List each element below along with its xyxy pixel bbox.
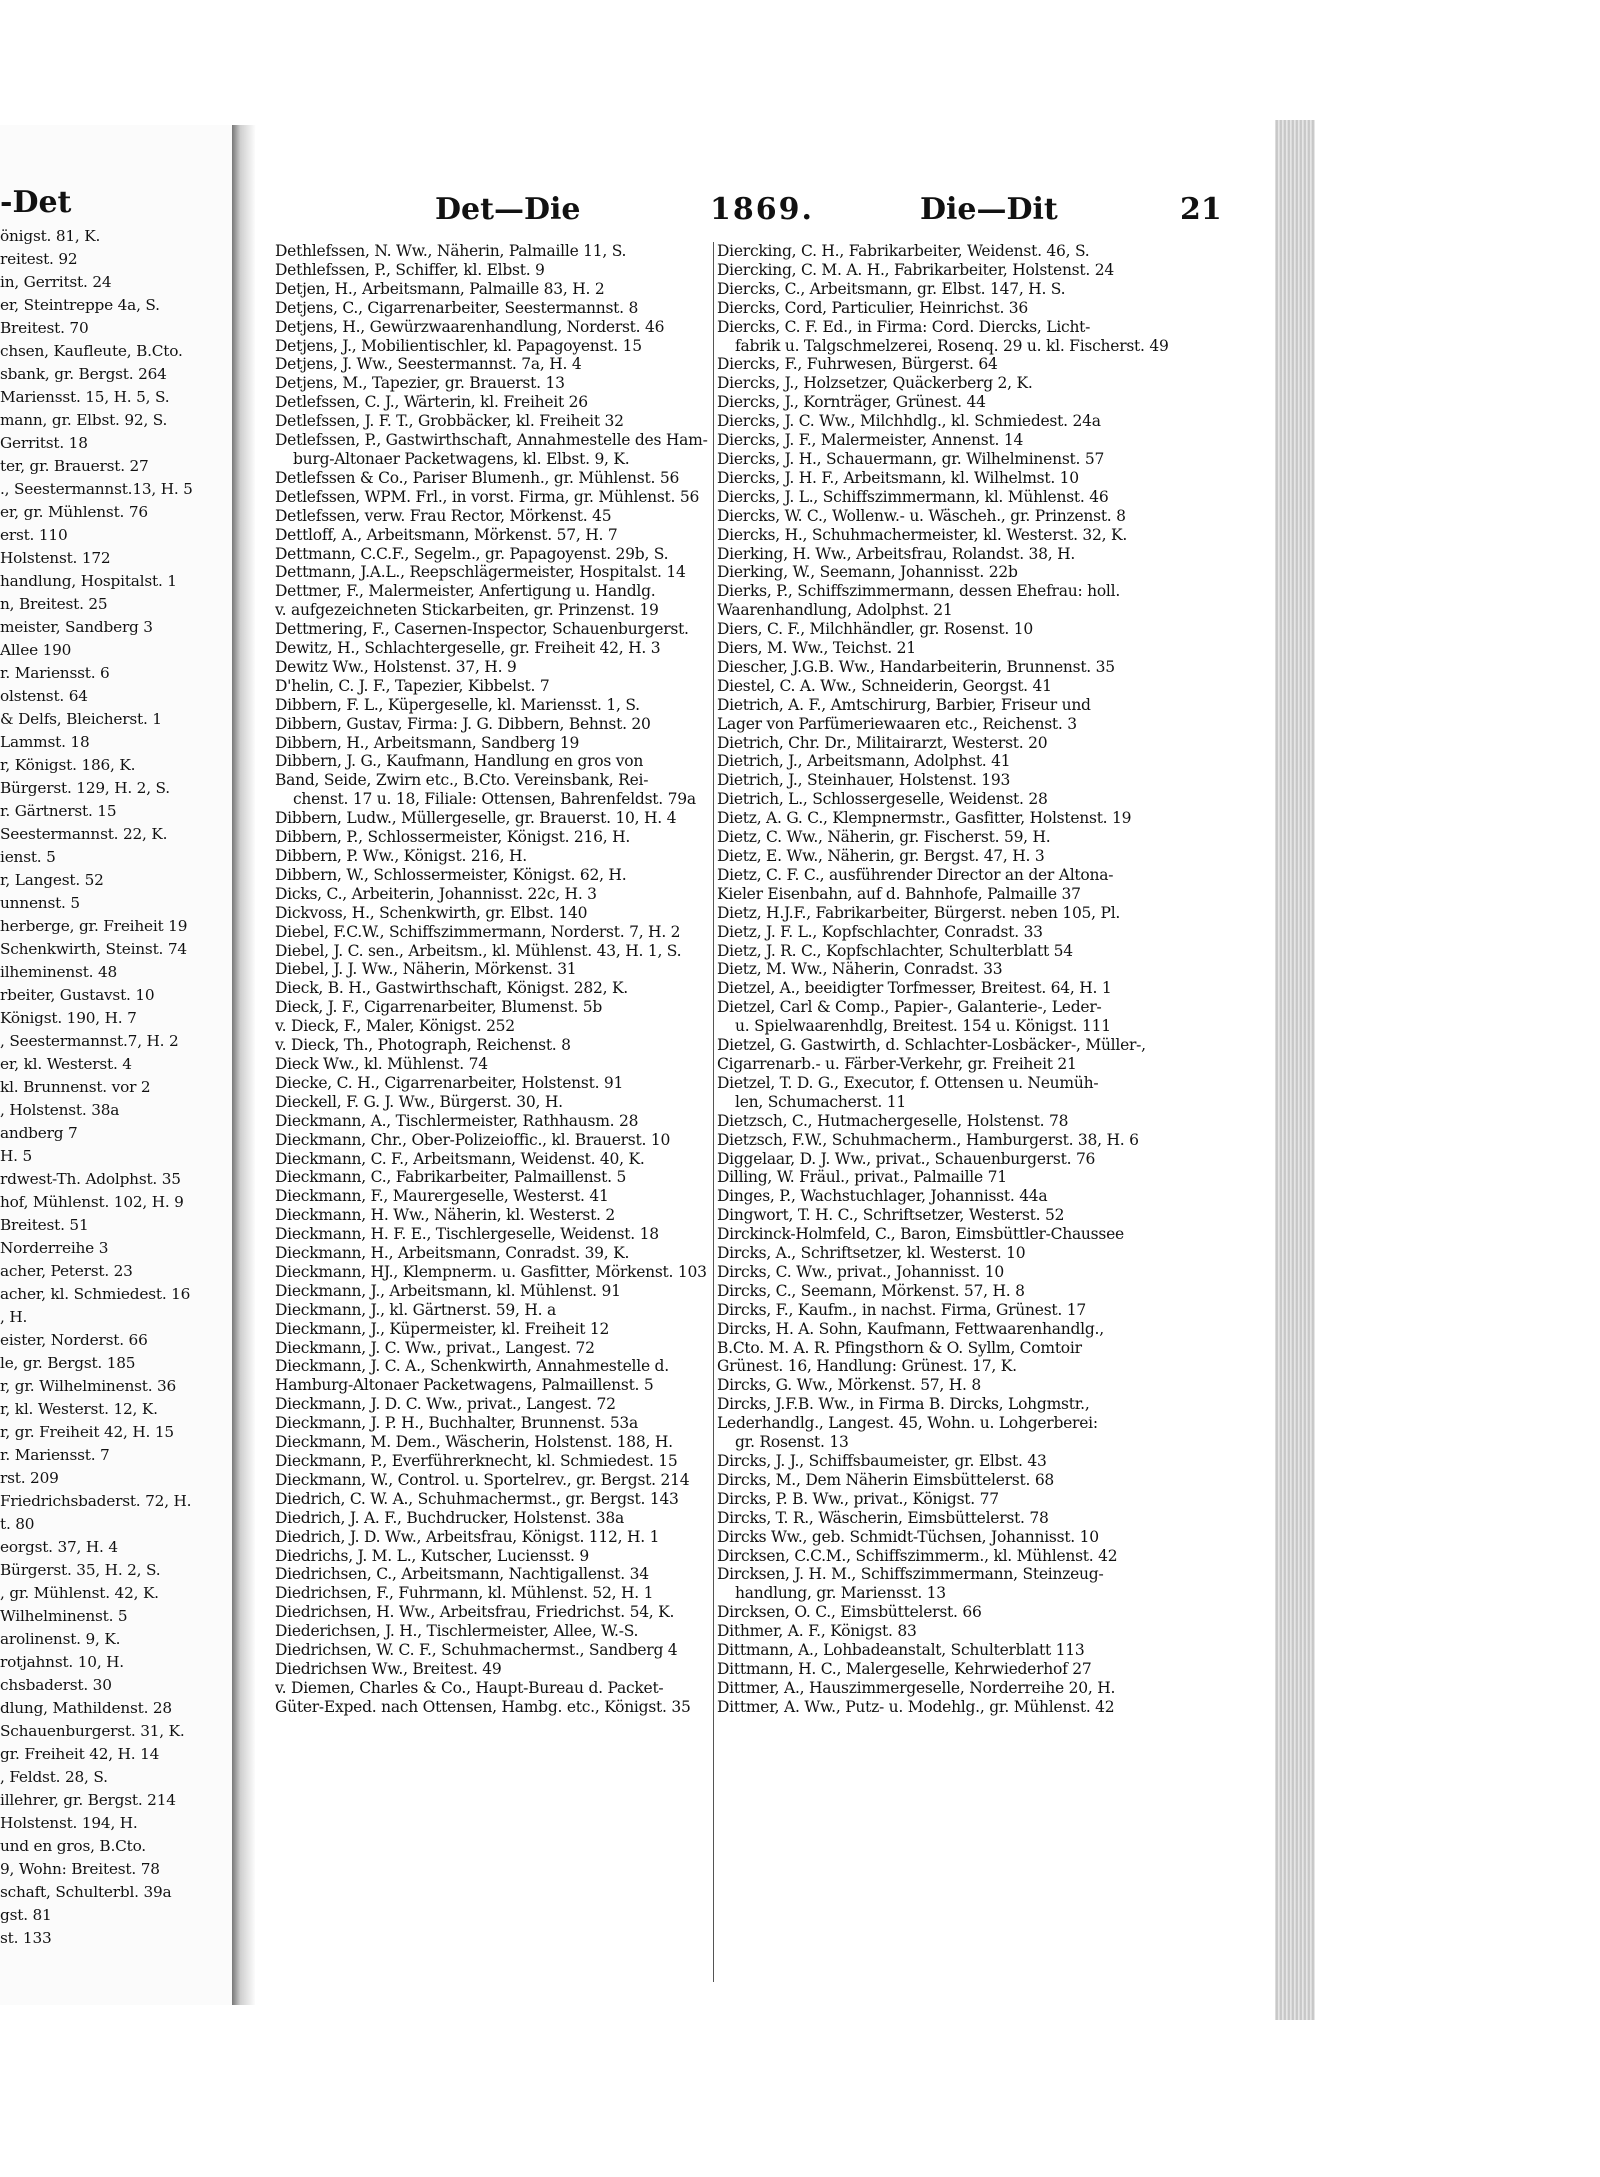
directory-entry: Dircks, H. A. Sohn, Kaufmann, Fettwaarenhandlg.,: [717, 1319, 1104, 1338]
directory-entry: Dieck Ww., kl. Mühlenst. 74: [275, 1054, 488, 1073]
directory-entry: handlung, gr. Mariensst. 13: [735, 1584, 946, 1603]
directory-entry: Dietz, M. Ww., Näherin, Conradst. 33: [717, 960, 1003, 979]
directory-entry: Dieckmann, C., Fabrikarbeiter, Palmaillenst. 5: [275, 1168, 627, 1187]
directory-entry: chenst. 17 u. 18, Filiale: Ottensen, Bahrenfeldst. 79a: [293, 790, 696, 809]
left-page-line: erst. 110: [0, 526, 68, 544]
directory-entry: Diedrichs, J. M. L., Kutscher, Luciensst. 9: [275, 1546, 589, 1565]
left-page-line: Lammst. 18: [0, 733, 90, 751]
directory-entry: Dittmer, A. Ww., Putz- u. Modehlg., gr. Mühlenst. 42: [717, 1697, 1115, 1716]
directory-entry: Diederichsen, J. H., Tischlermeister, Allee, W.-S.: [275, 1622, 639, 1641]
directory-entry: Diercks, J. F., Malermeister, Annenst. 14: [717, 431, 1024, 450]
directory-entry: Dithmer, A. F., Königst. 83: [717, 1622, 917, 1641]
directory-entry: Dieckmann, H. Ww., Näherin, kl. Westerst. 2: [275, 1206, 616, 1225]
directory-entry: Dieckmann, M. Dem., Wäscherin, Holstenst. 188, H.: [275, 1433, 673, 1452]
directory-entry: Diercks, H., Schuhmachermeister, kl. Westerst. 32, K.: [717, 525, 1128, 544]
directory-entry: Dieck, B. H., Gastwirthschaft, Königst. 282, K.: [275, 979, 628, 998]
directory-entry: Dietz, H.J.F., Fabrikarbeiter, Bürgerst. neben 105, Pl.: [717, 903, 1121, 922]
directory-entry: Diebel, F.C.W., Schiffszimmermann, Norderst. 7, H. 2: [275, 922, 681, 941]
directory-entry: burg-Altonaer Packetwagens, kl. Elbst. 9, K.: [293, 449, 630, 468]
directory-entry: Diedrichsen, F., Fuhrmann, kl. Mühlenst. 52, H. 1: [275, 1584, 654, 1603]
left-page-line: rotjahnst. 10, H.: [0, 1653, 124, 1671]
directory-entry: Dieckmann, J., Küpermeister, kl. Freiheit 12: [275, 1319, 610, 1338]
left-page-line: Allee 190: [0, 641, 72, 659]
directory-entry: Dietrich, Chr. Dr., Militairarzt, Westerst. 20: [717, 733, 1048, 752]
directory-entry: Diercking, C. H., Fabrikarbeiter, Weidenst. 46, S.: [717, 242, 1090, 260]
directory-entry: Detjens, M., Tapezier, gr. Brauerst. 13: [275, 374, 565, 393]
directory-entry: Dieckmann, Chr., Ober-Polizeioffic., kl. Brauerst. 10: [275, 1130, 671, 1149]
left-page-line: Schauenburgerst. 31, K.: [0, 1722, 185, 1740]
directory-entry: Detlefssen, J. F. T., Grobbäcker, kl. Freiheit 32: [275, 412, 624, 431]
left-page-line: le, gr. Bergst. 185: [0, 1354, 136, 1372]
directory-entry: v. Dieck, F., Maler, Königst. 252: [275, 1017, 515, 1036]
directory-entry: Dibbern, Ludw., Müllergeselle, gr. Brauerst. 10, H. 4: [275, 809, 677, 828]
directory-entry: Dietzel, Carl & Comp., Papier-, Galanterie-, Leder-: [717, 998, 1102, 1017]
directory-entry: Dibbern, F. L., Küpergeselle, kl. Mariensst. 1, S.: [275, 695, 640, 714]
directory-entry: Diggelaar, D. J. Ww., privat., Schauenburgerst. 76: [717, 1149, 1096, 1168]
directory-entry: Dircks, A., Schriftsetzer, kl. Westerst. 10: [717, 1244, 1026, 1263]
left-page-line: chsen, Kaufleute, B.Cto.: [0, 342, 183, 360]
directory-entry: Diercks, J., Kornträger, Grünest. 44: [717, 393, 986, 412]
directory-entry: Diercks, C., Arbeitsmann, gr. Elbst. 147, H. S.: [717, 279, 1066, 298]
directory-entry: Dietrich, L., Schlossergeselle, Weidenst. 28: [717, 790, 1048, 809]
directory-entry: Detjens, J., Mobilientischler, kl. Papagoyenst. 15: [275, 336, 642, 355]
directory-entry: Diedrichsen, H. Ww., Arbeitsfrau, Friedrichst. 54, K.: [275, 1603, 675, 1622]
directory-entry: Dirckinck-Holmfeld, C., Baron, Eimsbüttler-Chaussee: [717, 1225, 1124, 1244]
directory-entry: Dewitz, H., Schlachtergeselle, gr. Freiheit 42, H. 3: [275, 639, 661, 658]
directory-entry: Dietzel, T. D. G., Executor, f. Ottensen u. Neumüh-: [717, 1073, 1099, 1092]
directory-entry: Dietzel, G. Gastwirth, d. Schlachter-Losbäcker-, Müller-,: [717, 1036, 1146, 1055]
left-page-line: er, Steintreppe 4a, S.: [0, 296, 160, 314]
left-page-fragment: [0, 125, 232, 2005]
directory-entry: Dilling, W. Fräul., privat., Palmaille 71: [717, 1168, 1007, 1187]
directory-entry: Dettmann, J.A.L., Reepschlägermeister, Hospitalst. 14: [275, 563, 686, 582]
directory-entry: Dietrich, J., Arbeitsmann, Adolphst. 41: [717, 752, 1011, 771]
left-page-line: Wilhelminenst. 5: [0, 1607, 128, 1625]
directory-entry: len, Schumacherst. 11: [735, 1092, 906, 1111]
left-page-line: dlung, Mathildenst. 28: [0, 1699, 172, 1717]
directory-entry: Diedrichsen Ww., Breitest. 49: [275, 1659, 502, 1678]
directory-entry: Dicks, C., Arbeiterin, Johannisst. 22c, H. 3: [275, 884, 597, 903]
directory-entry: Dircks, G. Ww., Mörkenst. 57, H. 8: [717, 1376, 982, 1395]
left-page-line: , Seestermannst.7, H. 2: [0, 1032, 179, 1050]
left-page-line: r, gr. Wilhelminenst. 36: [0, 1377, 177, 1395]
page-stack-edge: [1275, 120, 1315, 2020]
left-page-line: Schenkwirth, Steinst. 74: [0, 940, 187, 958]
directory-entry: Kieler Eisenbahn, auf d. Bahnhofe, Palmaille 37: [717, 884, 1081, 903]
directory-entry: Diebel, J. C. sen., Arbeitsm., kl. Mühlenst. 43, H. 1, S.: [275, 941, 682, 960]
left-page-line: , H.: [0, 1308, 28, 1326]
directory-column-left: [275, 242, 740, 1992]
left-page-line: kl. Brunnenst. vor 2: [0, 1078, 151, 1096]
left-page-line: andberg 7: [0, 1124, 78, 1142]
directory-entry: Dieckmann, J. C. A., Schenkwirth, Annahmestelle d.: [275, 1357, 669, 1376]
directory-entry: Detlefssen, WPM. Frl., in vorst. Firma, gr. Mühlenst. 56: [275, 487, 700, 506]
header-year: 1869.: [710, 192, 814, 227]
left-page-line: ilheminenst. 48: [0, 963, 118, 981]
directory-entry: Diedrich, J. D. Ww., Arbeitsfrau, Königst. 112, H. 1: [275, 1527, 660, 1546]
directory-entry: v. Diemen, Charles & Co., Haupt-Bureau d. Packet-: [275, 1678, 664, 1697]
directory-entry: Dibbern, P. Ww., Königst. 216, H.: [275, 847, 527, 865]
left-page-line: H. 5: [0, 1147, 32, 1165]
directory-entry: Dingwort, T. H. C., Schriftsetzer, Westerst. 52: [717, 1206, 1065, 1225]
directory-entry: Detlefssen, P., Gastwirthschaft, Annahmestelle des Ham-: [275, 431, 708, 450]
directory-entry: Dettmering, F., Casernen-Inspector, Schauenburgerst.: [275, 620, 689, 639]
directory-entry: Diecke, C. H., Cigarrenarbeiter, Holstenst. 91: [275, 1073, 624, 1092]
directory-entry: Dietz, C. F. C., ausführender Director an der Altona-: [717, 865, 1114, 884]
left-page-line: st. 133: [0, 1929, 52, 1947]
left-page-line: in, Gerritst. 24: [0, 273, 112, 291]
left-page-line: önigst. 81, K.: [0, 227, 101, 245]
left-page-line: Mariensst. 15, H. 5, S.: [0, 388, 170, 406]
directory-entry: Dieckmann, A., Tischlermeister, Rathhausm. 28: [275, 1111, 639, 1130]
directory-entry: Dircks, J. J., Schiffsbaumeister, gr. Elbst. 43: [717, 1452, 1047, 1470]
directory-entry: Dittmann, A., Lohbadeanstalt, Schulterblatt 113: [717, 1641, 1085, 1660]
left-page-line: herberge, gr. Freiheit 19: [0, 917, 188, 935]
left-page-line: r, Langest. 52: [0, 871, 104, 889]
directory-entry: Hamburg-Altonaer Packetwagens, Palmaillenst. 5: [275, 1376, 654, 1395]
directory-entry: Dethlefssen, P., Schiffer, kl. Elbst. 9: [275, 260, 545, 279]
left-page-line: er, gr. Mühlenst. 76: [0, 503, 148, 521]
directory-entry: Dibbern, P., Schlossermeister, Königst. 216, H.: [275, 828, 631, 847]
directory-entry: Diebel, J. J. Ww., Näherin, Mörkenst. 31: [275, 960, 577, 979]
book-gutter: [232, 125, 256, 2005]
directory-entry: Dieckmann, J. D. C. Ww., privat., Langest. 72: [275, 1395, 616, 1414]
directory-entry: Dieckmann, HJ., Klempnerm. u. Gasfitter, Mörkenst. 103: [275, 1262, 707, 1281]
left-page-line: n, Breitest. 25: [0, 595, 108, 613]
left-page-line: r, gr. Freiheit 42, H. 15: [0, 1423, 174, 1441]
directory-entry: Dietzel, A., beeidigter Torfmesser, Breitest. 64, H. 1: [717, 979, 1112, 998]
directory-entry: Lager von Parfümeriewaaren etc., Reichenst. 3: [717, 714, 1077, 733]
directory-entry: B.Cto. M. A. R. Pfingsthorn & O. Syllm, Comtoir: [717, 1338, 1082, 1357]
directory-entry: Detjens, H., Gewürzwaarenhandlung, Norderst. 46: [275, 317, 665, 336]
directory-entry: Diercks, W. C., Wollenw.- u. Wäscheh., gr. Prinzenst. 8: [717, 506, 1126, 525]
directory-entry: Diercks, C. F. Ed., in Firma: Cord. Diercks, Licht-: [717, 317, 1091, 336]
directory-entry: Detlefssen, verw. Frau Rector, Mörkenst. 45: [275, 506, 612, 525]
directory-entry: Dietz, J. F. L., Kopfschlachter, Conradst. 33: [717, 922, 1043, 941]
left-page-line: Holstenst. 172: [0, 549, 111, 567]
directory-entry: Diedrich, C. W. A., Schuhmachermst., gr. Bergst. 143: [275, 1489, 679, 1508]
directory-entry: Dietzsch, F.W., Schuhmacherm., Hamburgerst. 38, H. 6: [717, 1130, 1139, 1149]
left-page-line: olstenst. 64: [0, 687, 88, 705]
directory-entry: Dieck, J. F., Cigarrenarbeiter, Blumenst. 5b: [275, 998, 603, 1017]
directory-entry: Dircks Ww., geb. Schmidt-Tüchsen, Johannisst. 10: [717, 1527, 1099, 1546]
directory-entry: D'helin, C. J. F., Tapezier, Kibbelst. 7: [275, 676, 550, 695]
left-page-line: rbeiter, Gustavst. 10: [0, 986, 155, 1004]
directory-column-right: [717, 242, 1187, 1992]
directory-entry: u. Spielwaarenhdlg, Breitest. 154 u. Königst. 111: [735, 1017, 1111, 1036]
header-range-left: Det—Die: [435, 192, 581, 227]
directory-entry: Lederhandlg., Langest. 45, Wohn. u. Lohgerberei:: [717, 1414, 1098, 1433]
directory-entry: Dircksen, J. H. M., Schiffszimmermann, Steinzeug-: [717, 1565, 1104, 1584]
directory-entry: Diercks, J., Holzsetzer, Quäckerberg 2, K.: [717, 374, 1033, 393]
directory-entry: Dircks, F., Kaufm., in nachst. Firma, Grünest. 17: [717, 1300, 1086, 1319]
directory-entry: Dierking, W., Seemann, Johannisst. 22b: [717, 563, 1018, 582]
directory-entry: Band, Seide, Zwirn etc., B.Cto. Vereinsbank, Rei-: [275, 771, 649, 790]
directory-entry: Detjens, C., Cigarrenarbeiter, Seestermannst. 8: [275, 298, 639, 317]
left-page-line: mann, gr. Elbst. 92, S.: [0, 411, 168, 429]
left-page-line: ter, gr. Brauerst. 27: [0, 457, 149, 475]
left-page-line: , Feldst. 28, S.: [0, 1768, 108, 1786]
directory-entry: Dircks, J.F.B. Ww., in Firma B. Dircks, Lohgmstr.,: [717, 1395, 1090, 1414]
left-page-line: gr. Freiheit 42, H. 14: [0, 1745, 160, 1763]
page-header: [285, 192, 1265, 232]
directory-entry: Güter-Exped. nach Ottensen, Hambg. etc., Königst. 35: [275, 1697, 691, 1716]
directory-entry: Dieckmann, J., Arbeitsmann, kl. Mühlenst. 91: [275, 1281, 621, 1300]
left-page-line: & Delfs, Bleicherst. 1: [0, 710, 162, 728]
header-range-right: Die—Dit: [920, 192, 1058, 227]
left-page-line: illehrer, gr. Bergst. 214: [0, 1791, 176, 1809]
directory-entry: Dieckmann, H. F. E., Tischlergeselle, Weidenst. 18: [275, 1225, 659, 1244]
directory-entry: Dieckell, F. G. J. Ww., Bürgerst. 30, H.: [275, 1092, 563, 1111]
directory-entry: Dieckmann, J. C. Ww., privat., Langest. 72: [275, 1338, 595, 1357]
left-page-line: arolinenst. 9, K.: [0, 1630, 121, 1648]
left-page-line: Königst. 190, H. 7: [0, 1009, 137, 1027]
directory-entry: Dietz, C. Ww., Näherin, gr. Fischerst. 59, H.: [717, 828, 1051, 847]
left-page-line: Bürgerst. 129, H. 2, S.: [0, 779, 170, 797]
directory-entry: Dietrich, J., Steinhauer, Holstenst. 193: [717, 771, 1011, 790]
left-page-line: eister, Norderst. 66: [0, 1331, 148, 1349]
directory-entry: Dietz, A. G. C., Klempnermstr., Gasfitter, Holstenst. 19: [717, 809, 1132, 828]
left-page-line: , Holstenst. 38a: [0, 1101, 120, 1119]
directory-entry: Dettmann, C.C.F., Segelm., gr. Papagoyenst. 29b, S.: [275, 544, 669, 563]
directory-entry: Diestel, C. A. Ww., Schneiderin, Georgst. 41: [717, 676, 1052, 695]
directory-entry: Dittmann, H. C., Malergeselle, Kehrwiederhof 27: [717, 1659, 1092, 1678]
directory-entry: Diedrich, J. A. F., Buchdrucker, Holstenst. 38a: [275, 1508, 624, 1527]
left-page-line: r. Mariensst. 7: [0, 1446, 110, 1464]
page-number: 21: [1180, 192, 1222, 227]
directory-entry: Dieckmann, C. F., Arbeitsmann, Weidenst. 40, K.: [275, 1149, 645, 1168]
directory-entry: Dieckmann, F., Maurergeselle, Westerst. 41: [275, 1187, 609, 1206]
left-page-line: und en gros, B.Cto.: [0, 1837, 146, 1855]
directory-entry: Dettmer, F., Malermeister, Anfertigung u. Handlg.: [275, 582, 656, 601]
directory-entry: Dettloff, A., Arbeitsmann, Mörkenst. 57, H. 7: [275, 525, 618, 544]
left-page-line: Bürgerst. 35, H. 2, S.: [0, 1561, 161, 1579]
directory-entry: Diedrichsen, C., Arbeitsmann, Nachtigallenst. 34: [275, 1565, 649, 1584]
left-page-line: Breitest. 70: [0, 319, 89, 337]
directory-entry: Detlefssen & Co., Pariser Blumenh., gr. Mühlenst. 56: [275, 468, 680, 487]
directory-entry: Dieckmann, H., Arbeitsmann, Conradst. 39, K.: [275, 1244, 630, 1263]
directory-entry: Dibbern, J. G., Kaufmann, Handlung en gros von: [275, 752, 644, 771]
directory-entry: Dietrich, A. F., Amtschirurg, Barbier, Friseur und: [717, 695, 1091, 714]
directory-entry: Dieckmann, W., Control. u. Sportelrev., gr. Bergst. 214: [275, 1470, 690, 1489]
directory-entry: Diedrichsen, W. C. F., Schuhmachermst., Sandberg 4: [275, 1641, 678, 1660]
directory-entry: Dircksen, C.C.M., Schiffszimmerm., kl. Mühlenst. 42: [717, 1546, 1118, 1565]
directory-entry: v. aufgezeichneten Stickarbeiten, gr. Prinzenst. 19: [275, 601, 659, 620]
left-page-line: Seestermannst. 22, K.: [0, 825, 168, 843]
directory-entry: Dinges, P., Wachstuchlager, Johannisst. 44a: [717, 1187, 1048, 1206]
directory-entry: Dibbern, H., Arbeitsmann, Sandberg 19: [275, 733, 580, 752]
directory-entry: Dieckmann, J. P. H., Buchhalter, Brunnenst. 53a: [275, 1414, 639, 1433]
left-page-line: er, kl. Westerst. 4: [0, 1055, 132, 1073]
left-page-line: acher, Peterst. 23: [0, 1262, 133, 1280]
left-page-line: sbank, gr. Bergst. 264: [0, 365, 167, 383]
directory-entry: Grünest. 16, Handlung: Grünest. 17, K.: [717, 1357, 1017, 1376]
left-page-line: ienst. 5: [0, 848, 56, 866]
directory-entry: Dircks, M., Dem Näherin Eimsbüttelerst. 68: [717, 1470, 1055, 1489]
left-page-line: gst. 81: [0, 1906, 52, 1924]
directory-entry: Dethlefssen, N. Ww., Näherin, Palmaille 11, S.: [275, 242, 627, 260]
directory-entry: Dircks, C., Seemann, Mörkenst. 57, H. 8: [717, 1281, 1025, 1300]
left-page-line: ., Seestermannst.13, H. 5: [0, 480, 193, 498]
directory-entry: Dierking, H. Ww., Arbeitsfrau, Rolandst. 38, H.: [717, 544, 1076, 563]
left-page-line: hof, Mühlenst. 102, H. 9: [0, 1193, 184, 1211]
left-page-line: , gr. Mühlenst. 42, K.: [0, 1584, 159, 1602]
left-page-line: Breitest. 51: [0, 1216, 89, 1234]
directory-entry: Dieckmann, P., Everführerknecht, kl. Schmiedest. 15: [275, 1452, 678, 1470]
directory-entry: Detjens, J. Ww., Seestermannst. 7a, H. 4: [275, 355, 582, 374]
left-page-line: schaft, Schulterbl. 39a: [0, 1883, 172, 1901]
left-page-line: rst. 209: [0, 1469, 59, 1487]
directory-entry: Diercks, J. L., Schiffszimmermann, kl. Mühlenst. 46: [717, 487, 1109, 506]
left-page-line: unnenst. 5: [0, 894, 80, 912]
directory-entry: Dibbern, Gustav, Firma: J. G. Dibbern, Behnst. 20: [275, 714, 651, 733]
directory-entry: Dietz, J. R. C., Kopfschlachter, Schulterblatt 54: [717, 941, 1073, 960]
left-page-line: r. Mariensst. 6: [0, 664, 110, 682]
directory-entry: Diercks, J. H., Schauermann, gr. Wilhelminenst. 57: [717, 449, 1105, 468]
directory-entry: Dickvoss, H., Schenkwirth, gr. Elbst. 140: [275, 903, 588, 922]
directory-entry: Detlefssen, C. J., Wärterin, kl. Freiheit 26: [275, 393, 588, 412]
directory-page: [255, 130, 1275, 2010]
directory-entry: Diercks, Cord, Particulier, Heinrichst. 36: [717, 298, 1029, 317]
directory-entry: Dierks, P., Schiffszimmermann, dessen Ehefrau: holl.: [717, 582, 1120, 601]
left-page-line: r. Gärtnerst. 15: [0, 802, 117, 820]
directory-entry: Dittmer, A., Hauszimmergeselle, Norderreihe 20, H.: [717, 1678, 1116, 1697]
left-page-line: 9, Wohn: Breitest. 78: [0, 1860, 160, 1878]
directory-entry: Waarenhandlung, Adolphst. 21: [717, 601, 953, 620]
directory-entry: Diercks, J. C. Ww., Milchhdlg., kl. Schmiedest. 24a: [717, 412, 1101, 431]
left-page-lines: [0, 225, 232, 1950]
directory-entry: Diers, M. Ww., Teichst. 21: [717, 639, 916, 658]
directory-entry: Dircks, C. Ww., privat., Johannisst. 10: [717, 1262, 1004, 1281]
left-page-line: r, Königst. 186, K.: [0, 756, 136, 774]
left-page-line: Friedrichsbaderst. 72, H.: [0, 1492, 192, 1510]
left-page-line: acher, kl. Schmiedest. 16: [0, 1285, 191, 1303]
left-page-line: Holstenst. 194, H.: [0, 1814, 138, 1832]
left-page-line: chsbaderst. 30: [0, 1676, 112, 1694]
directory-entry: Detjen, H., Arbeitsmann, Palmaille 83, H. 2: [275, 279, 605, 298]
left-page-line: handlung, Hospitalst. 1: [0, 572, 177, 590]
directory-entry: fabrik u. Talgschmelzerei, Rosenq. 29 u. kl. Fischerst. 49: [735, 336, 1169, 355]
directory-entry: Diercks, J. H. F., Arbeitsmann, kl. Wilhelmst. 10: [717, 468, 1079, 487]
directory-entry: Cigarrenarb.- u. Färber-Verkehr, gr. Freiheit 21: [717, 1054, 1077, 1073]
directory-entry: Diercking, C. M. A. H., Fabrikarbeiter, Holstenst. 24: [717, 260, 1114, 279]
directory-entry: Dircksen, O. C., Eimsbüttelerst. 66: [717, 1603, 982, 1622]
left-page-line: t. 80: [0, 1515, 35, 1533]
directory-entry: Dietz, E. Ww., Näherin, gr. Bergst. 47, H. 3: [717, 847, 1045, 865]
left-page-line: Norderreihe 3: [0, 1239, 109, 1257]
left-page-header: -Det: [0, 185, 72, 220]
directory-entry: Dewitz Ww., Holstenst. 37, H. 9: [275, 657, 517, 676]
directory-entry: Dieckmann, J., kl. Gärtnerst. 59, H. a: [275, 1300, 556, 1319]
directory-entry: Diercks, F., Fuhrwesen, Bürgerst. 64: [717, 355, 998, 374]
directory-entry: v. Dieck, Th., Photograph, Reichenst. 8: [275, 1036, 571, 1055]
left-page-line: Gerritst. 18: [0, 434, 88, 452]
left-page-line: r, kl. Westerst. 12, K.: [0, 1400, 158, 1418]
left-page-line: rdwest-Th. Adolphst. 35: [0, 1170, 181, 1188]
directory-entry: Dibbern, W., Schlossermeister, Königst. 62, H.: [275, 865, 627, 884]
directory-entry: Dietzsch, C., Hutmachergeselle, Holstenst. 78: [717, 1111, 1069, 1130]
directory-entry: Dircks, T. R., Wäscherin, Eimsbüttelerst. 78: [717, 1508, 1049, 1527]
column-divider: [713, 242, 714, 1982]
directory-entry: Diers, C. F., Milchhändler, gr. Rosenst. 10: [717, 620, 1033, 639]
directory-entry: Dircks, P. B. Ww., privat., Königst. 77: [717, 1489, 999, 1508]
left-page-line: meister, Sandberg 3: [0, 618, 153, 636]
left-page-line: reitest. 92: [0, 250, 78, 268]
directory-entry: gr. Rosenst. 13: [735, 1433, 849, 1452]
directory-entry: Diescher, J.G.B. Ww., Handarbeiterin, Brunnenst. 35: [717, 657, 1115, 676]
left-page-line: eorgst. 37, H. 4: [0, 1538, 118, 1556]
